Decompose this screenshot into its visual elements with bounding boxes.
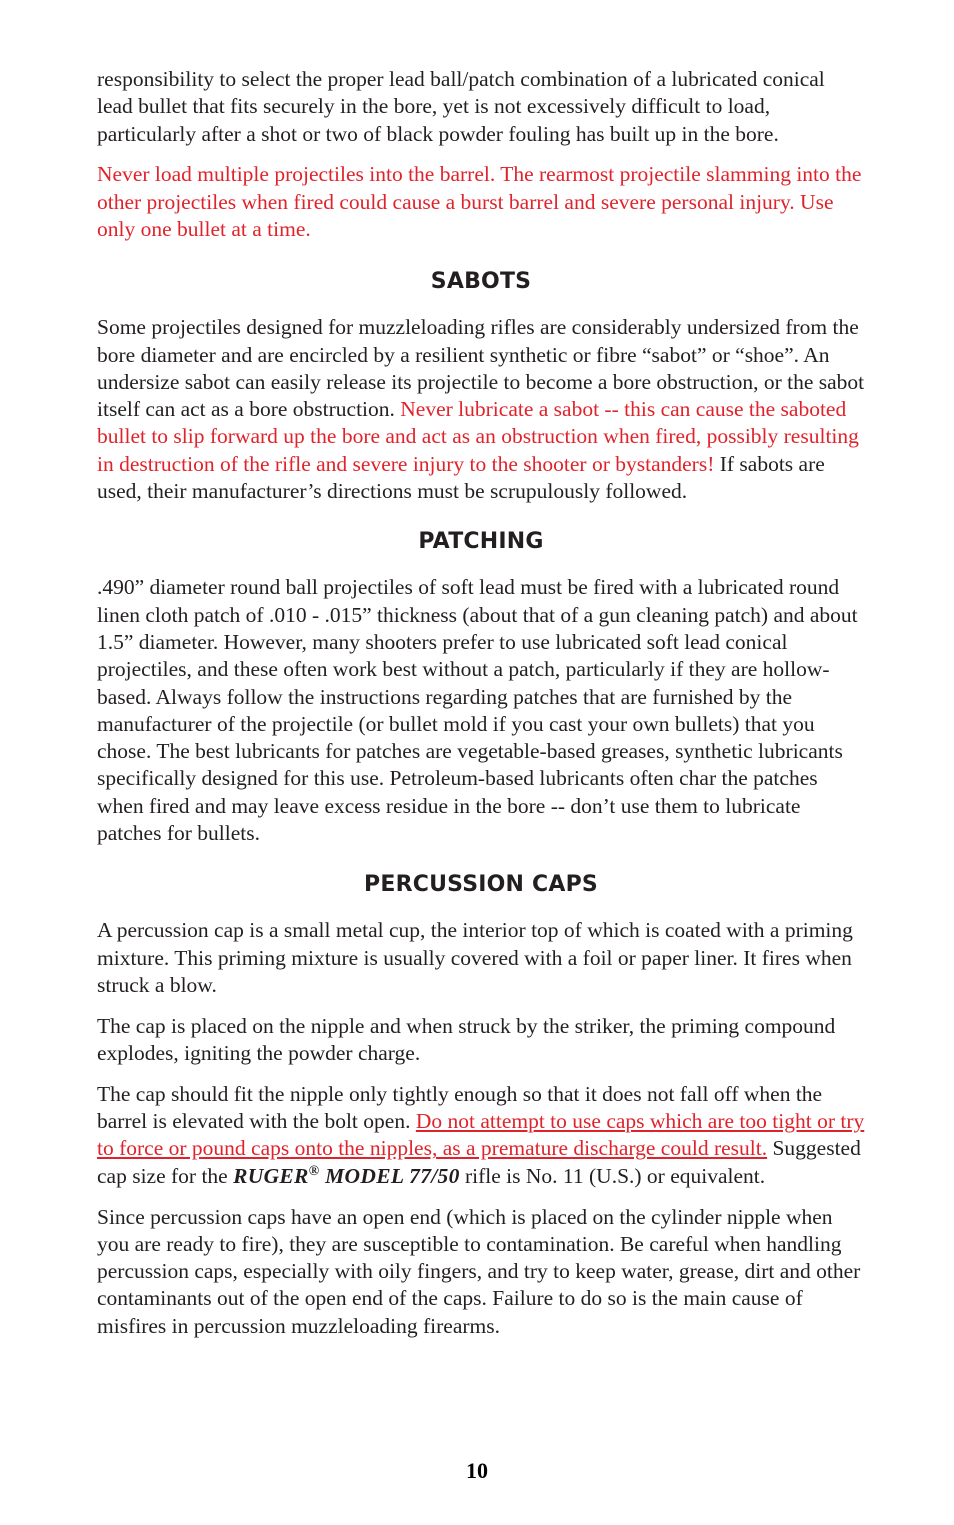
registered-mark: ® xyxy=(308,1163,320,1179)
caps-size-text: Suggested cap size for the xyxy=(97,1136,861,1188)
caps-paragraph-4: Since percussion caps have an open end (which is placed on the cylinder nipple when you are ready to fire), they are susceptible to contamination. Be careful when handling percussion caps, especially with oily fingers, and try to keep water, grease, dirt and other contaminants out of the open end of the caps. Failure to do so is the main cause of misfires in percussion muzzleloading firearms. xyxy=(97,1204,861,1338)
page-content xyxy=(97,66,865,1340)
caps-size-end: rifle is No. 11 (U.S.) or equivalent. xyxy=(459,1163,766,1188)
projectile-warning: Never load multiple projectiles into the barrel. The rearmost projectile slamming into the other projectiles when fired could cause a burst barrel and severe personal injury. Use only one bullet at a time. xyxy=(97,162,862,241)
page-number: 10 xyxy=(466,1458,488,1483)
caps-paragraph-3 xyxy=(97,1081,865,1190)
caps-warning: Do not attempt to use caps which are too tight or try to force or pound caps onto the nipples, as a premature discharge could result. xyxy=(97,1109,865,1161)
patching-heading: PATCHING xyxy=(418,529,544,555)
caps-paragraph-1: A percussion cap is a small metal cup, the interior top of which is coated with a priming mixture. This priming mixture is usually covered with a foil or paper liner. It fires when struck a blow. xyxy=(97,918,853,997)
sabots-paragraph xyxy=(97,314,865,505)
percussion-caps-heading: PERCUSSION CAPS xyxy=(364,872,598,898)
brand-ruger: RUGER xyxy=(233,1163,309,1188)
intro-paragraph: responsibility to select the proper lead ball/patch combination of a lubricated conical lead bullet that fits securely in the bore, yet is not excessively difficult to load, particularly after a shot or two of black powder fouling has built up in the bore. xyxy=(97,67,825,146)
caps-paragraph-2: The cap is placed on the nipple and when struck by the striker, the priming compound explodes, igniting the powder charge. xyxy=(97,1013,836,1066)
sabots-heading: SABOTS xyxy=(430,269,532,295)
brand-model: MODEL 77/50 xyxy=(319,1163,460,1188)
brand-name xyxy=(233,1164,460,1188)
sabots-warning: Never lubricate a sabot -- this can cause the saboted bullet to slip forward up the bore and act as an obstruction when fired, possibly resulting in destruction of the rifle and severe injury to the shooter or bystanders! xyxy=(97,397,859,476)
sabots-text: Some projectiles designed for muzzleloading rifles are considerably undersized from the bore diameter and are encircled by a resilient synthetic or fibre “sabot” or “shoe”. An undersize sabot can easily release its projectile to become a bore obstruction, or the sabot itself can act as a bore obstruction. xyxy=(97,315,865,422)
sabots-text-end: If sabots are used, their manufacturer’s directions must be scrupulously followed. xyxy=(97,451,825,504)
patching-paragraph: .490” diameter round ball projectiles of soft lead must be fired with a lubricated round linen cloth patch of .010 - .015” thickness (about that of a gun cleaning patch) and about 1.5” diameter. However, many shooters prefer to use lubricated soft lead conical projectiles, and these often work best without a patch, particularly if they are hollow-based. Always follow the instructions regarding patches that are furnished by the manufacturer of the projectile (or bullet mold if you cast your own bullets) that you chose. The best lubricants for patches are vegetable-based greases, synthetic lubricants specifically designed for this use. Petroleum-based lubricants often char the patches when fired and may leave excess residue in the bore -- don’t use them to lubricate patches for bullets. xyxy=(97,575,858,846)
caps-fit-text: The cap should fit the nipple only tightly enough so that it does not fall off when the barrel is elevated with the bolt open. xyxy=(97,1081,823,1134)
